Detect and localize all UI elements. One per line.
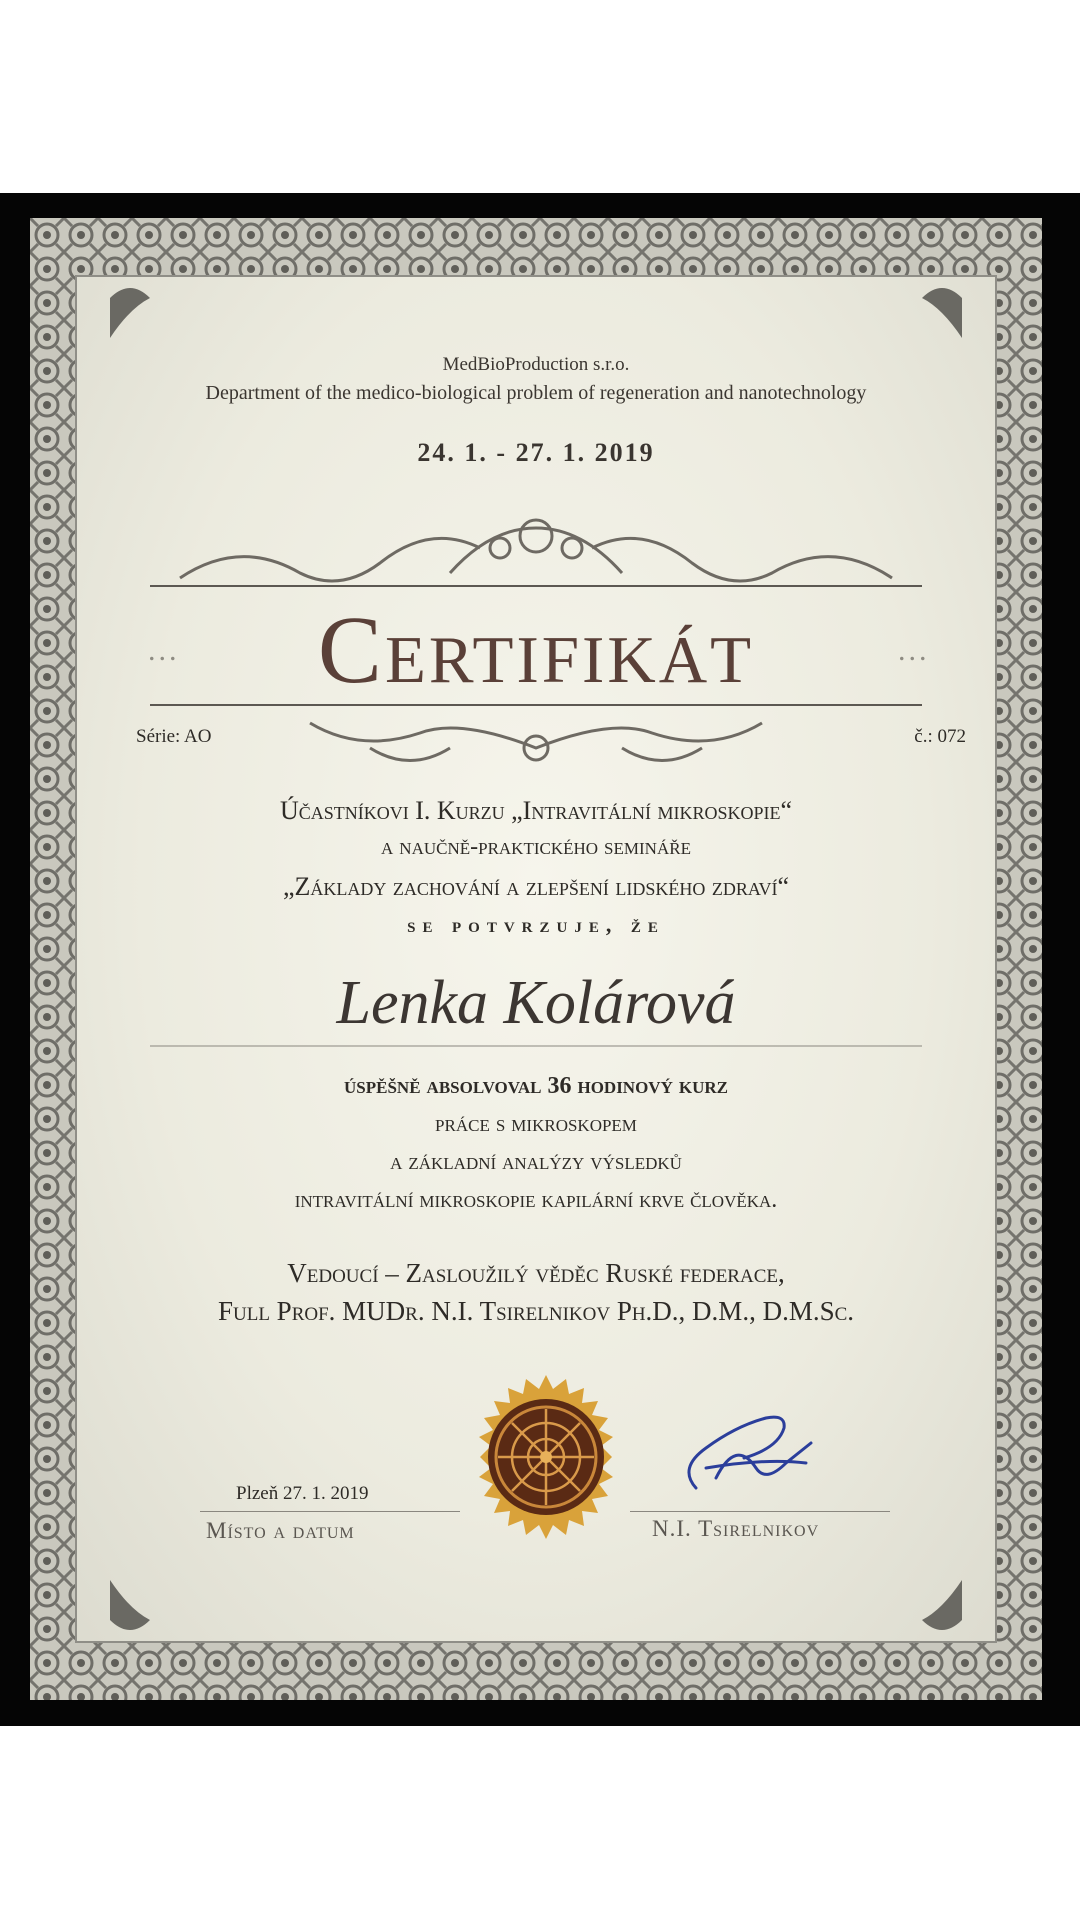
intro-line-4: se potvrzuje, že [407,912,665,937]
company-name: MedBioProduction s.r.o. [442,354,630,375]
intro-line-1: Účastníkovi I. Kurzu „Intravitální mikroskopie“ [279,796,793,825]
course-dates: 24. 1. - 27. 1. 2019 [417,438,655,467]
intro-line-2: a naučně-praktického semináře [381,834,691,860]
title-dots-left: ... [148,634,180,667]
intro-line-3: „Základy zachování a zlepšení lidského zdraví“ [282,872,790,901]
signature-line [630,1511,890,1512]
recipient-name: Lenka Kolárová [336,969,736,1037]
head-line-1: Vedoucí – Zasloužilý věděc Ruské federace, [287,1258,785,1288]
place-date: Plzeň 27. 1. 2019 [236,1483,369,1504]
place-line [200,1511,460,1512]
certificate-title: Certifikát [317,596,755,703]
head-line-2: Full Prof. MUDr. N.I. Tsirelnikov Ph.D., D.M., D.M.Sc. [217,1296,855,1326]
body-line-3: a základní analýzy výsledků [390,1149,682,1175]
signer-label: N.I. Tsirelnikov [652,1516,820,1541]
signature-icon [676,1408,826,1498]
gold-seal-icon [462,1373,630,1541]
title-dots-right: ... [898,634,930,667]
certificate-paper [30,218,1042,1700]
body-line-4: intravitální mikroskopie kapilární krve člověka. [294,1187,778,1213]
certificate-number: č.: 072 [914,726,966,747]
department-line: Department of the medico-biological problem of regeneration and nanotechnology [205,382,867,404]
series-label: Série: AO [136,726,212,747]
place-label: Místo a datum [206,1518,355,1543]
body-line-2: práce s mikroskopem [435,1111,637,1137]
body-line-1: úspěšně absolvoval 36 hodinový kurz [344,1073,728,1099]
